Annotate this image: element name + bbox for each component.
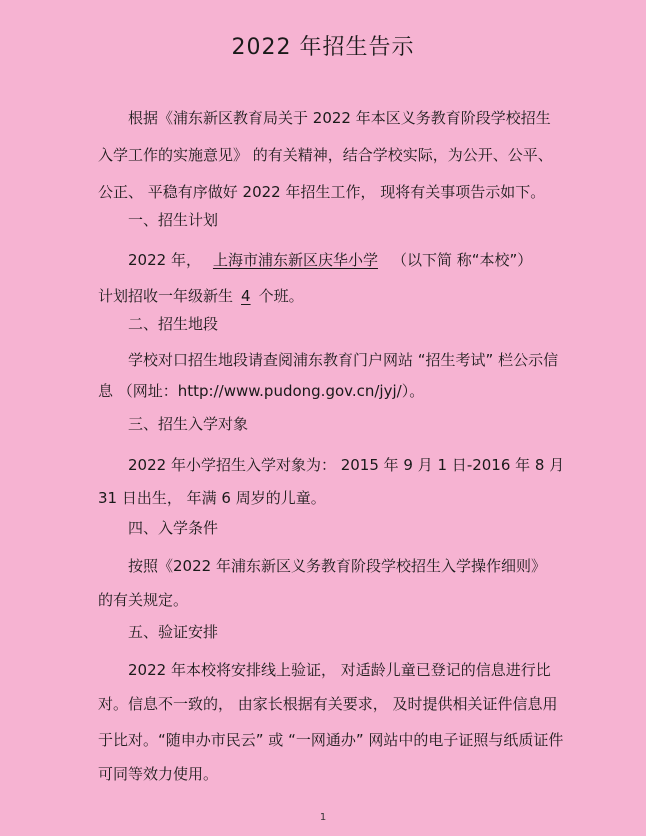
intro-line-1: 根据《浦东新区教育局关于 2022 年本区义务教育阶段学校招生 xyxy=(128,109,551,127)
section-5-line-1: 2022 年本校将安排线上验证， 对适龄儿童已登记的信息进行比 xyxy=(128,661,551,679)
abbr-note: （以下简 称“本校”） xyxy=(391,251,533,269)
class-unit: 个班。 xyxy=(258,287,304,305)
section-3-heading: 三、招生入学对象 xyxy=(128,415,249,433)
section-3-line-2: 31 日出生， 年满 6 周岁的儿童。 xyxy=(98,489,326,507)
section-2-line-2: 息 （网址：http://www.pudong.gov.cn/jyj/）。 xyxy=(98,382,425,400)
section-1-heading: 一、招生计划 xyxy=(128,211,219,229)
year-text: 2022 年， xyxy=(128,251,201,269)
section-5-line-4: 可同等效力使用。 xyxy=(98,765,219,783)
section-1-line-1 xyxy=(128,250,598,270)
section-5-line-2: 对。信息不一致的， 由家长根据有关要求， 及时提供相关证件信息用 xyxy=(98,695,558,713)
section-2-line-1: 学校对口招生地段请查阅浦东教育门户网站 “招生考试” 栏公示信 xyxy=(128,351,559,369)
school-name: 上海市浦东新区庆华小学 xyxy=(212,251,378,269)
page-title: 2022 年招生告示 xyxy=(231,35,415,60)
enrollment-text: 计划招收一年级新生 xyxy=(98,287,234,305)
section-4-heading: 四、入学条件 xyxy=(128,519,219,537)
section-2-heading: 二、招生地段 xyxy=(128,315,219,333)
section-3-line-1: 2022 年小学招生入学对象为： 2015 年 9 月 1 日-2016 年 8 月 xyxy=(128,456,565,474)
page-number: 1 xyxy=(319,812,327,823)
intro-line-3: 公正、 平稳有序做好 2022 年招生工作， 现将有关事项告示如下。 xyxy=(98,183,546,201)
section-4-line-2: 的有关规定。 xyxy=(98,591,189,609)
section-1-line-2 xyxy=(98,286,568,306)
intro-line-2: 入学工作的实施意见》 的有关精神，结合学校实际，为公开、公平、 xyxy=(98,146,553,164)
class-count: 4 xyxy=(241,287,251,305)
section-4-line-1: 按照《2022 年浦东新区义务教育阶段学校招生入学操作细则》 xyxy=(128,557,546,575)
section-5-line-3: 于比对。“随申办市民云” 或 “一网通办” 网站中的电子证照与纸质证件 xyxy=(98,731,564,749)
section-5-heading: 五、验证安排 xyxy=(128,623,219,641)
